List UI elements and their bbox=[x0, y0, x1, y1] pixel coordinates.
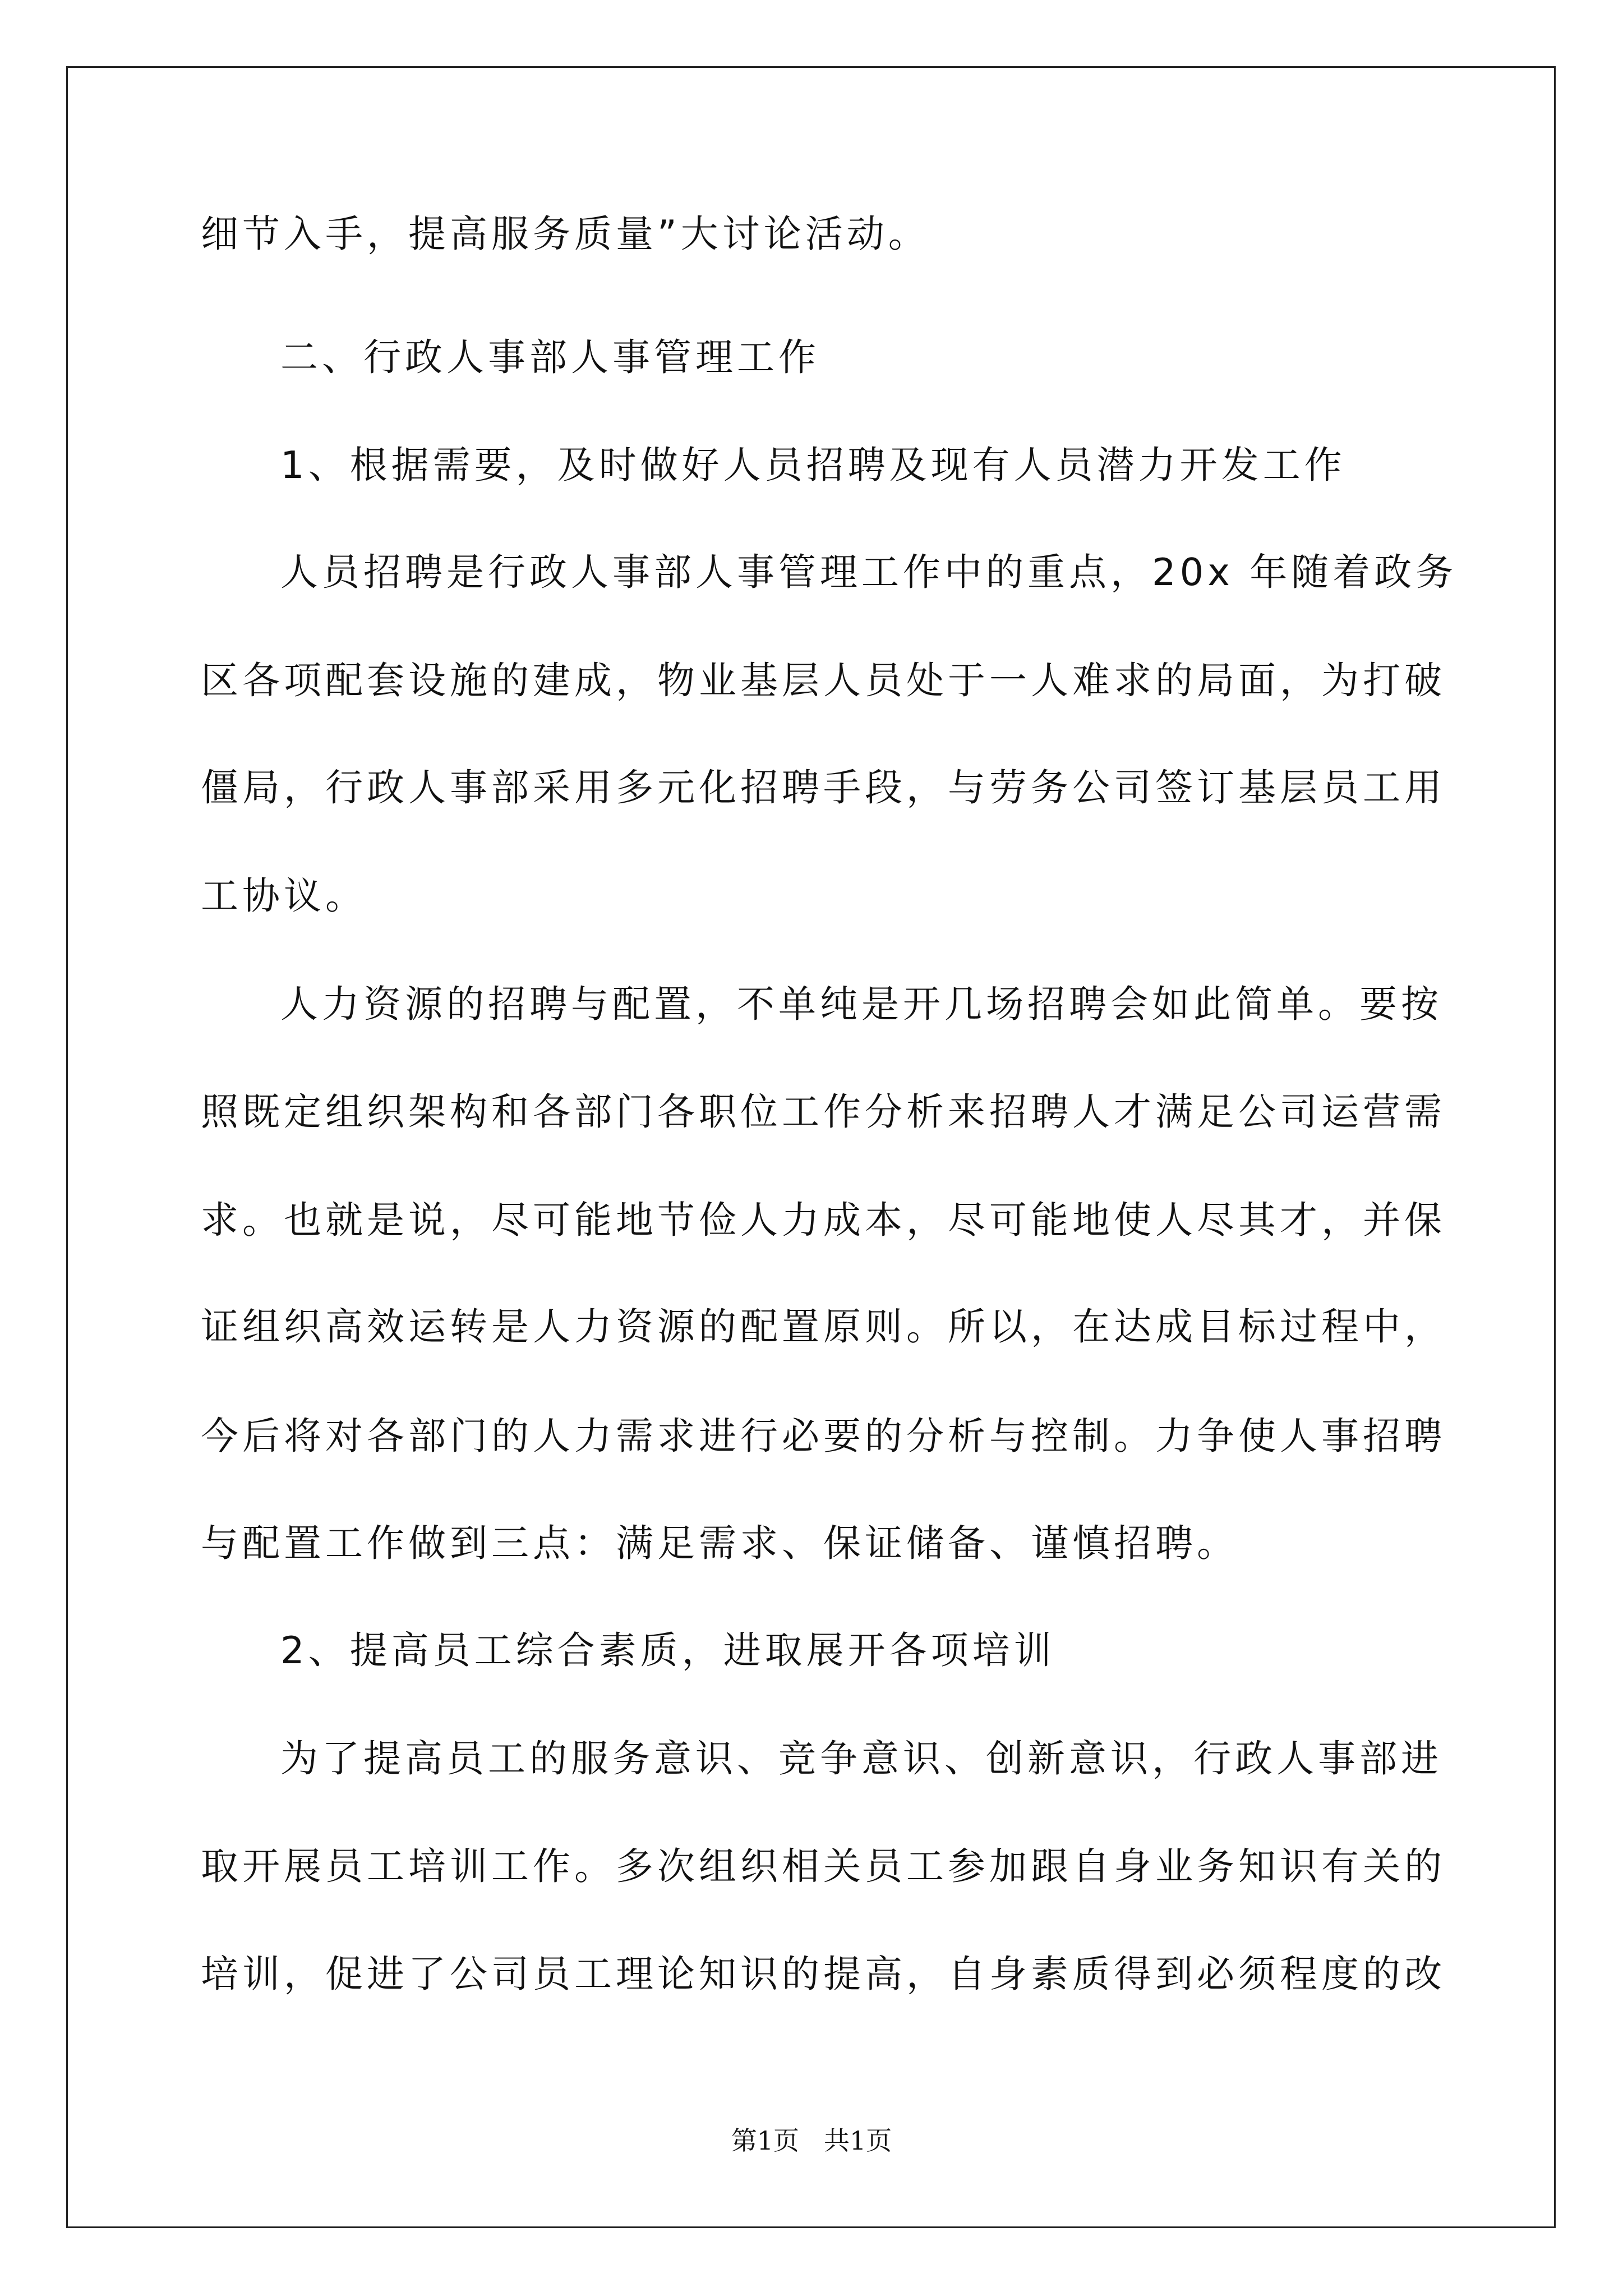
paragraph-line: 为了提高员工的服务意识、竞争意识、创新意识，行政人事部进 bbox=[280, 1737, 1442, 1780]
paragraph-line: 照既定组织架构和各部门各职位工作分析来招聘人才满足公司运营需 bbox=[201, 1090, 1446, 1134]
paragraph-line: 工协议。 bbox=[201, 874, 367, 918]
subsection-heading: 1、根据需要，及时做好人员招聘及现有人员潜力开发工作 bbox=[280, 443, 1346, 487]
page-border bbox=[66, 66, 1556, 2228]
paragraph-line: 培训，促进了公司员工理论知识的提高，自身素质得到必须程度的改 bbox=[201, 1952, 1446, 1996]
paragraph-line: 人员招聘是行政人事部人事管理工作中的重点，20x 年随着政务 bbox=[280, 550, 1458, 594]
paragraph-line: 今后将对各部门的人力需求进行必要的分析与控制。力争使人事招聘 bbox=[201, 1414, 1446, 1458]
paragraph-line: 人力资源的招聘与配置，不单纯是开几场招聘会如此简单。要按 bbox=[280, 982, 1442, 1026]
paragraph-line: 求。也就是说，尽可能地节俭人力成本，尽可能地使人尽其才，并保 bbox=[201, 1198, 1446, 1242]
paragraph-line: 取开展员工培训工作。多次组织相关员工参加跟自身业务知识有关的 bbox=[201, 1844, 1446, 1888]
page-footer bbox=[0, 2124, 1623, 2157]
paragraph-line: 僵局，行政人事部采用多元化招聘手段，与劳务公司签订基层员工用 bbox=[201, 766, 1446, 809]
section-heading: 二、行政人事部人事管理工作 bbox=[280, 335, 820, 379]
paragraph-line: 区各项配套设施的建成，物业基层人员处于一人难求的局面，为打破 bbox=[201, 659, 1446, 702]
page-number: 第1页 bbox=[731, 2125, 799, 2156]
text-line: 细节入手，提高服务质量”大讨论活动。 bbox=[201, 212, 930, 256]
paragraph-line: 与配置工作做到三点：满足需求、保证储备、谨慎招聘。 bbox=[201, 1521, 1238, 1565]
page-total: 共1页 bbox=[824, 2125, 892, 2156]
subsection-heading: 2、提高员工综合素质，进取展开各项培训 bbox=[280, 1628, 1055, 1672]
paragraph-line: 证组织高效运转是人力资源的配置原则。所以，在达成目标过程中， bbox=[201, 1305, 1446, 1349]
